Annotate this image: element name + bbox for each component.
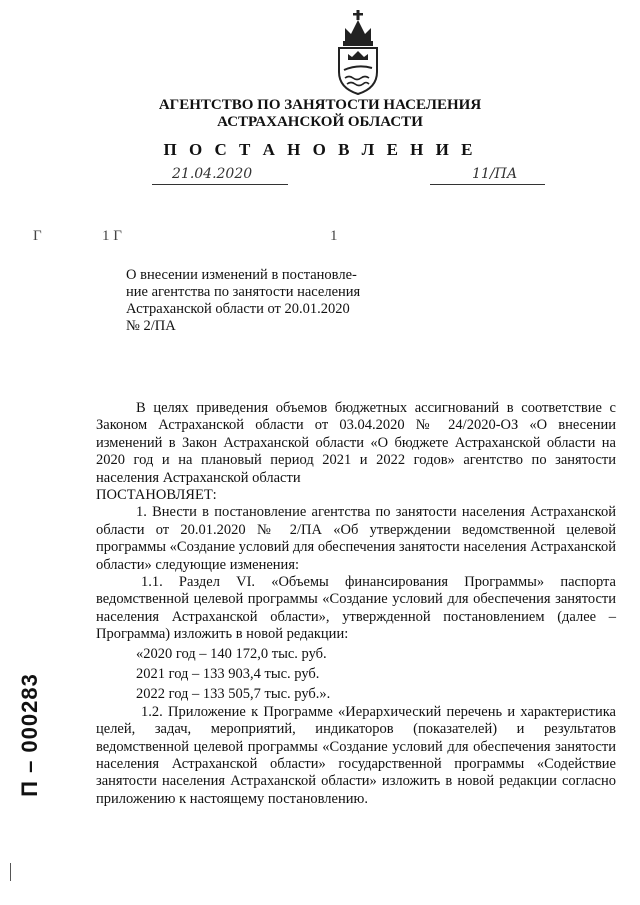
- document-subject: [126, 267, 386, 335]
- agency-name-line2: АСТРАХАНСКОЙ ОБЛАСТИ: [217, 114, 423, 130]
- corner-bracket-left: Г: [33, 228, 42, 244]
- subject-line: О внесении изменений в постановле-: [126, 267, 357, 283]
- clause-1: 1. Внести в постановление агентства по занятости населения Астраханской области от 20.01.2020 № 2/ПА «Об утверждении ведомственной целевой программы «Создание условий для обеспечения занятости населения Астраханской области» следующие изменения:: [96, 504, 616, 573]
- number-underline: [430, 184, 545, 185]
- document-body: [96, 400, 616, 808]
- funding-2021: 2021 год – 133 903,4 тыс. руб.: [136, 665, 320, 682]
- margin-registration-stamp: [10, 670, 50, 800]
- funding-2022: 2022 год – 133 505,7 тыс. руб.».: [136, 685, 331, 702]
- preamble-paragraph: В целях приведения объемов бюджетных ассигнований в соответствие с Законом Астраханской области от 03.04.2020 № 24/2020-ОЗ «О внесении изменений в Закон Астраханской области «О бюджете Астраханской области на 2020 год и на плановый период 2021 и 2022 годов» агентство по занятости населения Астраханской области: [96, 400, 616, 486]
- date-underline: [152, 184, 288, 185]
- clause-1-2: 1.2. Приложение к Программе «Иерархический перечень и характеристика целей, задач, мероприятий, индикаторов (показателей) и результатов ведомственной целевой программы «Создание условий для обеспечения занятости населения Астраханской области» государственной программы «Содействие занятости населения Астраханской области» изложить в новой редакции согласно приложению к настоящему постановлению.: [96, 703, 616, 807]
- resolves-heading: ПОСТАНОВЛЯЕТ:: [96, 487, 217, 504]
- subject-line: № 2/ПА: [126, 318, 176, 334]
- clause-1-1: 1.1. Раздел VI. «Объемы финансирования Программы» паспорта ведомственной целевой программы «Создание условий для обеспечения занятости населения Астраханской области», утвержденной постановлением (далее – Программа) изложить в новой редакции:: [96, 574, 616, 643]
- document-number: 11/ПА: [472, 166, 518, 182]
- registration-code: П – 000283: [17, 673, 42, 797]
- astrakhan-coat-of-arms-emblem: [331, 8, 385, 96]
- subject-line: Астраханской области от 20.01.2020: [126, 301, 350, 317]
- document-date: 21.04.2020: [172, 166, 253, 182]
- subject-line: ние агентства по занятости населения: [126, 284, 361, 300]
- edge-scan-mark: [10, 863, 11, 881]
- corner-bracket-right: 1: [330, 228, 338, 244]
- document-type-title: П О С Т А Н О В Л Е Н И Е: [163, 140, 477, 159]
- agency-name-line1: АГЕНТСТВО ПО ЗАНЯТОСТИ НАСЕЛЕНИЯ: [158, 97, 482, 113]
- corner-bracket-inner: 1 Г: [102, 228, 122, 244]
- funding-2020: «2020 год – 140 172,0 тыс. руб.: [136, 645, 327, 662]
